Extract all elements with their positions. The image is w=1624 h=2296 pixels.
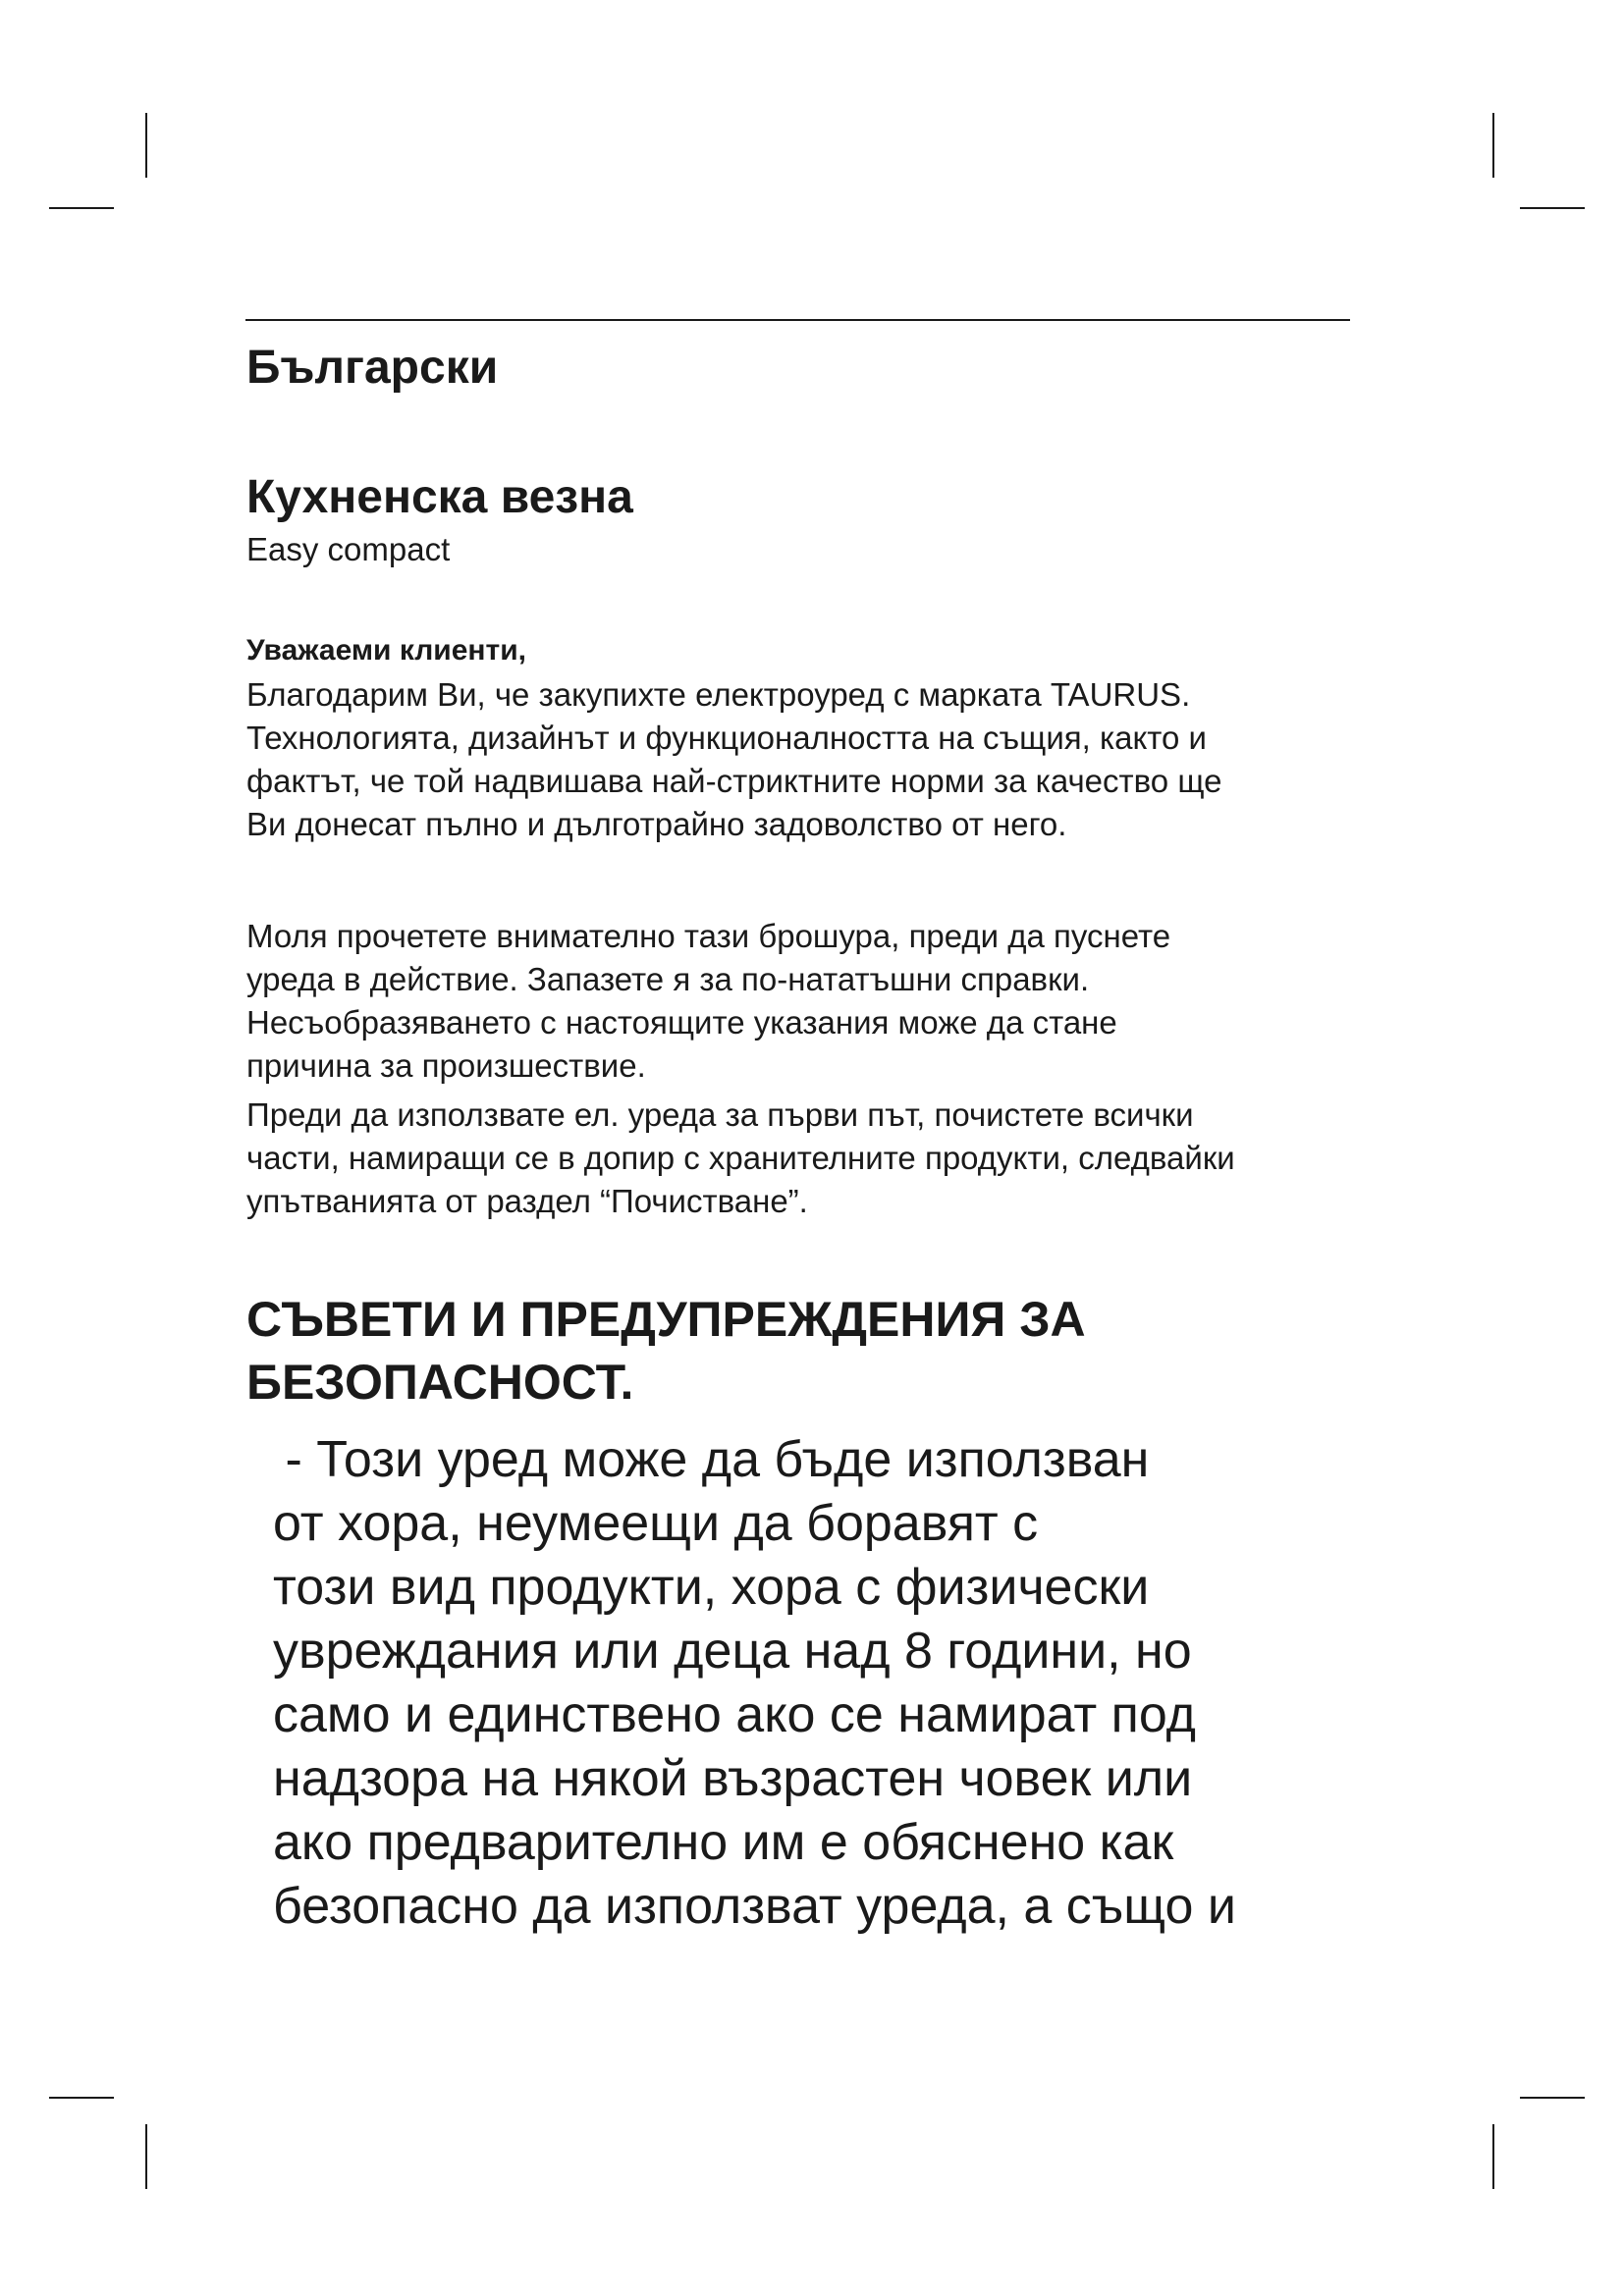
first-use-paragraph <box>246 1094 1235 1223</box>
safety-bullet <box>271 1428 1236 1939</box>
safety-bullet-line: - Този уред може да бъде използван <box>271 1431 1150 1488</box>
instructions-line: причина за произшествие. <box>246 1047 646 1084</box>
intro-line: Ви донесат пълно и дълготрайно задоволство от него. <box>246 806 1067 842</box>
product-title: Кухненска везна <box>246 471 633 523</box>
first-use-line: Преди да използвате ел. уреда за първи път, почистете всички <box>246 1096 1194 1133</box>
crop-mark-bottom-right-vertical <box>1492 2124 1494 2189</box>
intro-line: фактът, че той надвишава най-стриктните норми за качество ще <box>246 763 1222 799</box>
first-use-line: упътванията от раздел “Почистване”. <box>246 1183 808 1219</box>
safety-bullet-line: този вид продукти, хора с физически <box>273 1559 1150 1616</box>
language-heading: Български <box>246 342 499 394</box>
header-rule <box>245 319 1350 321</box>
crop-mark-bottom-left-horizontal <box>49 2097 114 2099</box>
crop-mark-bottom-left-vertical <box>145 2124 147 2189</box>
read-instructions-paragraph <box>246 915 1170 1088</box>
safety-bullet-line: увреждания или деца над 8 години, но <box>273 1623 1192 1680</box>
safety-bullet-line: само и единствено ако се намират под <box>273 1686 1196 1743</box>
safety-heading-line: БЕЗОПАСНОСТ. <box>246 1355 634 1410</box>
safety-bullet-line: безопасно да използват уреда, а също и <box>273 1878 1236 1935</box>
crop-mark-top-right-vertical <box>1492 113 1494 178</box>
first-use-line: части, намиращи се в допир с хранителните продукти, следвайки <box>246 1140 1235 1176</box>
safety-heading <box>246 1288 1086 1414</box>
intro-line: Технологията, дизайнът и функционалността на същия, както и <box>246 720 1207 756</box>
instructions-line: Несъобразяването с настоящите указания може да стане <box>246 1004 1117 1041</box>
safety-heading-line: СЪВЕТИ И ПРЕДУПРЕЖДЕНИЯ ЗА <box>246 1292 1086 1347</box>
crop-mark-top-right-horizontal <box>1520 207 1585 209</box>
product-model: Easy compact <box>246 531 451 567</box>
intro-paragraph <box>246 673 1221 846</box>
safety-bullet-line: ако предварително им е обяснено как <box>273 1814 1174 1871</box>
safety-bullet-line: от хора, неумеещи да боравят с <box>273 1495 1039 1552</box>
crop-mark-bottom-right-horizontal <box>1520 2097 1585 2099</box>
instructions-line: Моля прочетете внимателно тази брошура, преди да пуснете <box>246 918 1171 954</box>
greeting: Уважаеми клиенти, <box>246 634 526 667</box>
instructions-line: уреда в действие. Запазете я за по-нататъшни справки. <box>246 961 1090 997</box>
safety-bullet-line: надзора на някой възрастен човек или <box>273 1750 1193 1807</box>
crop-mark-top-left-vertical <box>145 113 147 178</box>
intro-line: Благодарим Ви, че закупихте електроуред с марката TAURUS. <box>246 676 1191 713</box>
crop-mark-top-left-horizontal <box>49 207 114 209</box>
